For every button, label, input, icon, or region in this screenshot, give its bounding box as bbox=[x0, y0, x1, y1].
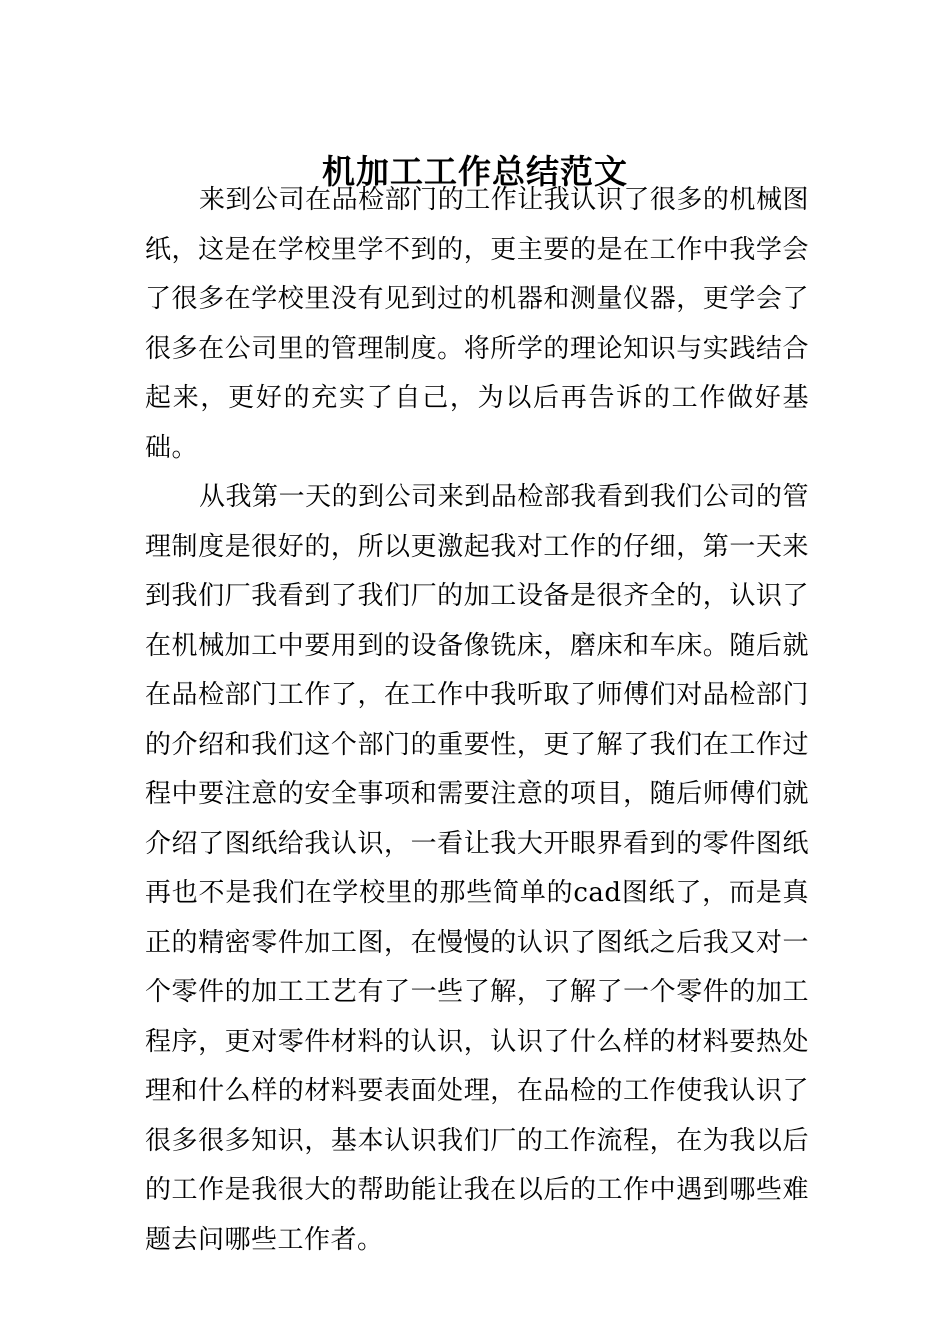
paragraph-2: 从我第一天的到公司来到品检部我看到我们公司的管理制度是很好的，所以更激起我对工作的仔细，第一天来到我们厂我看到了我们厂的加工设备是很齐全的，认识了在机械加工中要用到的设备像铣床，磨床和车床。随后就在品检部门工作了，在工作中我听取了师傅们对品检部门的介绍和我们这个部门的重要性，更了解了我们在工作过程中要注意的安全事项和需要注意的项目，随后师傅们就介绍了图纸给我认识，一看让我大开眼界看到的零件图纸再也不是我们在学校里的那些简单的cad图纸了，而是真正的精密零件加工图，在慢慢的认识了图纸之后我又对一个零件的加工工艺有了一些了解，了解了一个零件的加工程序，更对零件材料的认识，认识了什么样的材料要热处理和什么样的材料要表面处理，在品检的工作使我认识了很多很多知识，基本认识我们厂的工作流程，在为我以后的工作是我很大的帮助能让我在以后的工作中遇到哪些难题去问哪些工作者。 bbox=[145, 482, 809, 1255]
paragraph-1: 来到公司在品检部门的工作让我认识了很多的机械图纸，这是在学校里学不到的，更主要的是在工作中我学会了很多在学校里没有见到过的机器和测量仪器，更学会了很多在公司里的管理制度。将所学的理论知识与实践结合起来，更好的充实了自己，为以后再告诉的工作做好基础。 bbox=[145, 185, 809, 463]
document-body bbox=[145, 176, 809, 1265]
document-title: 机加工工作总结范文 bbox=[322, 152, 628, 192]
